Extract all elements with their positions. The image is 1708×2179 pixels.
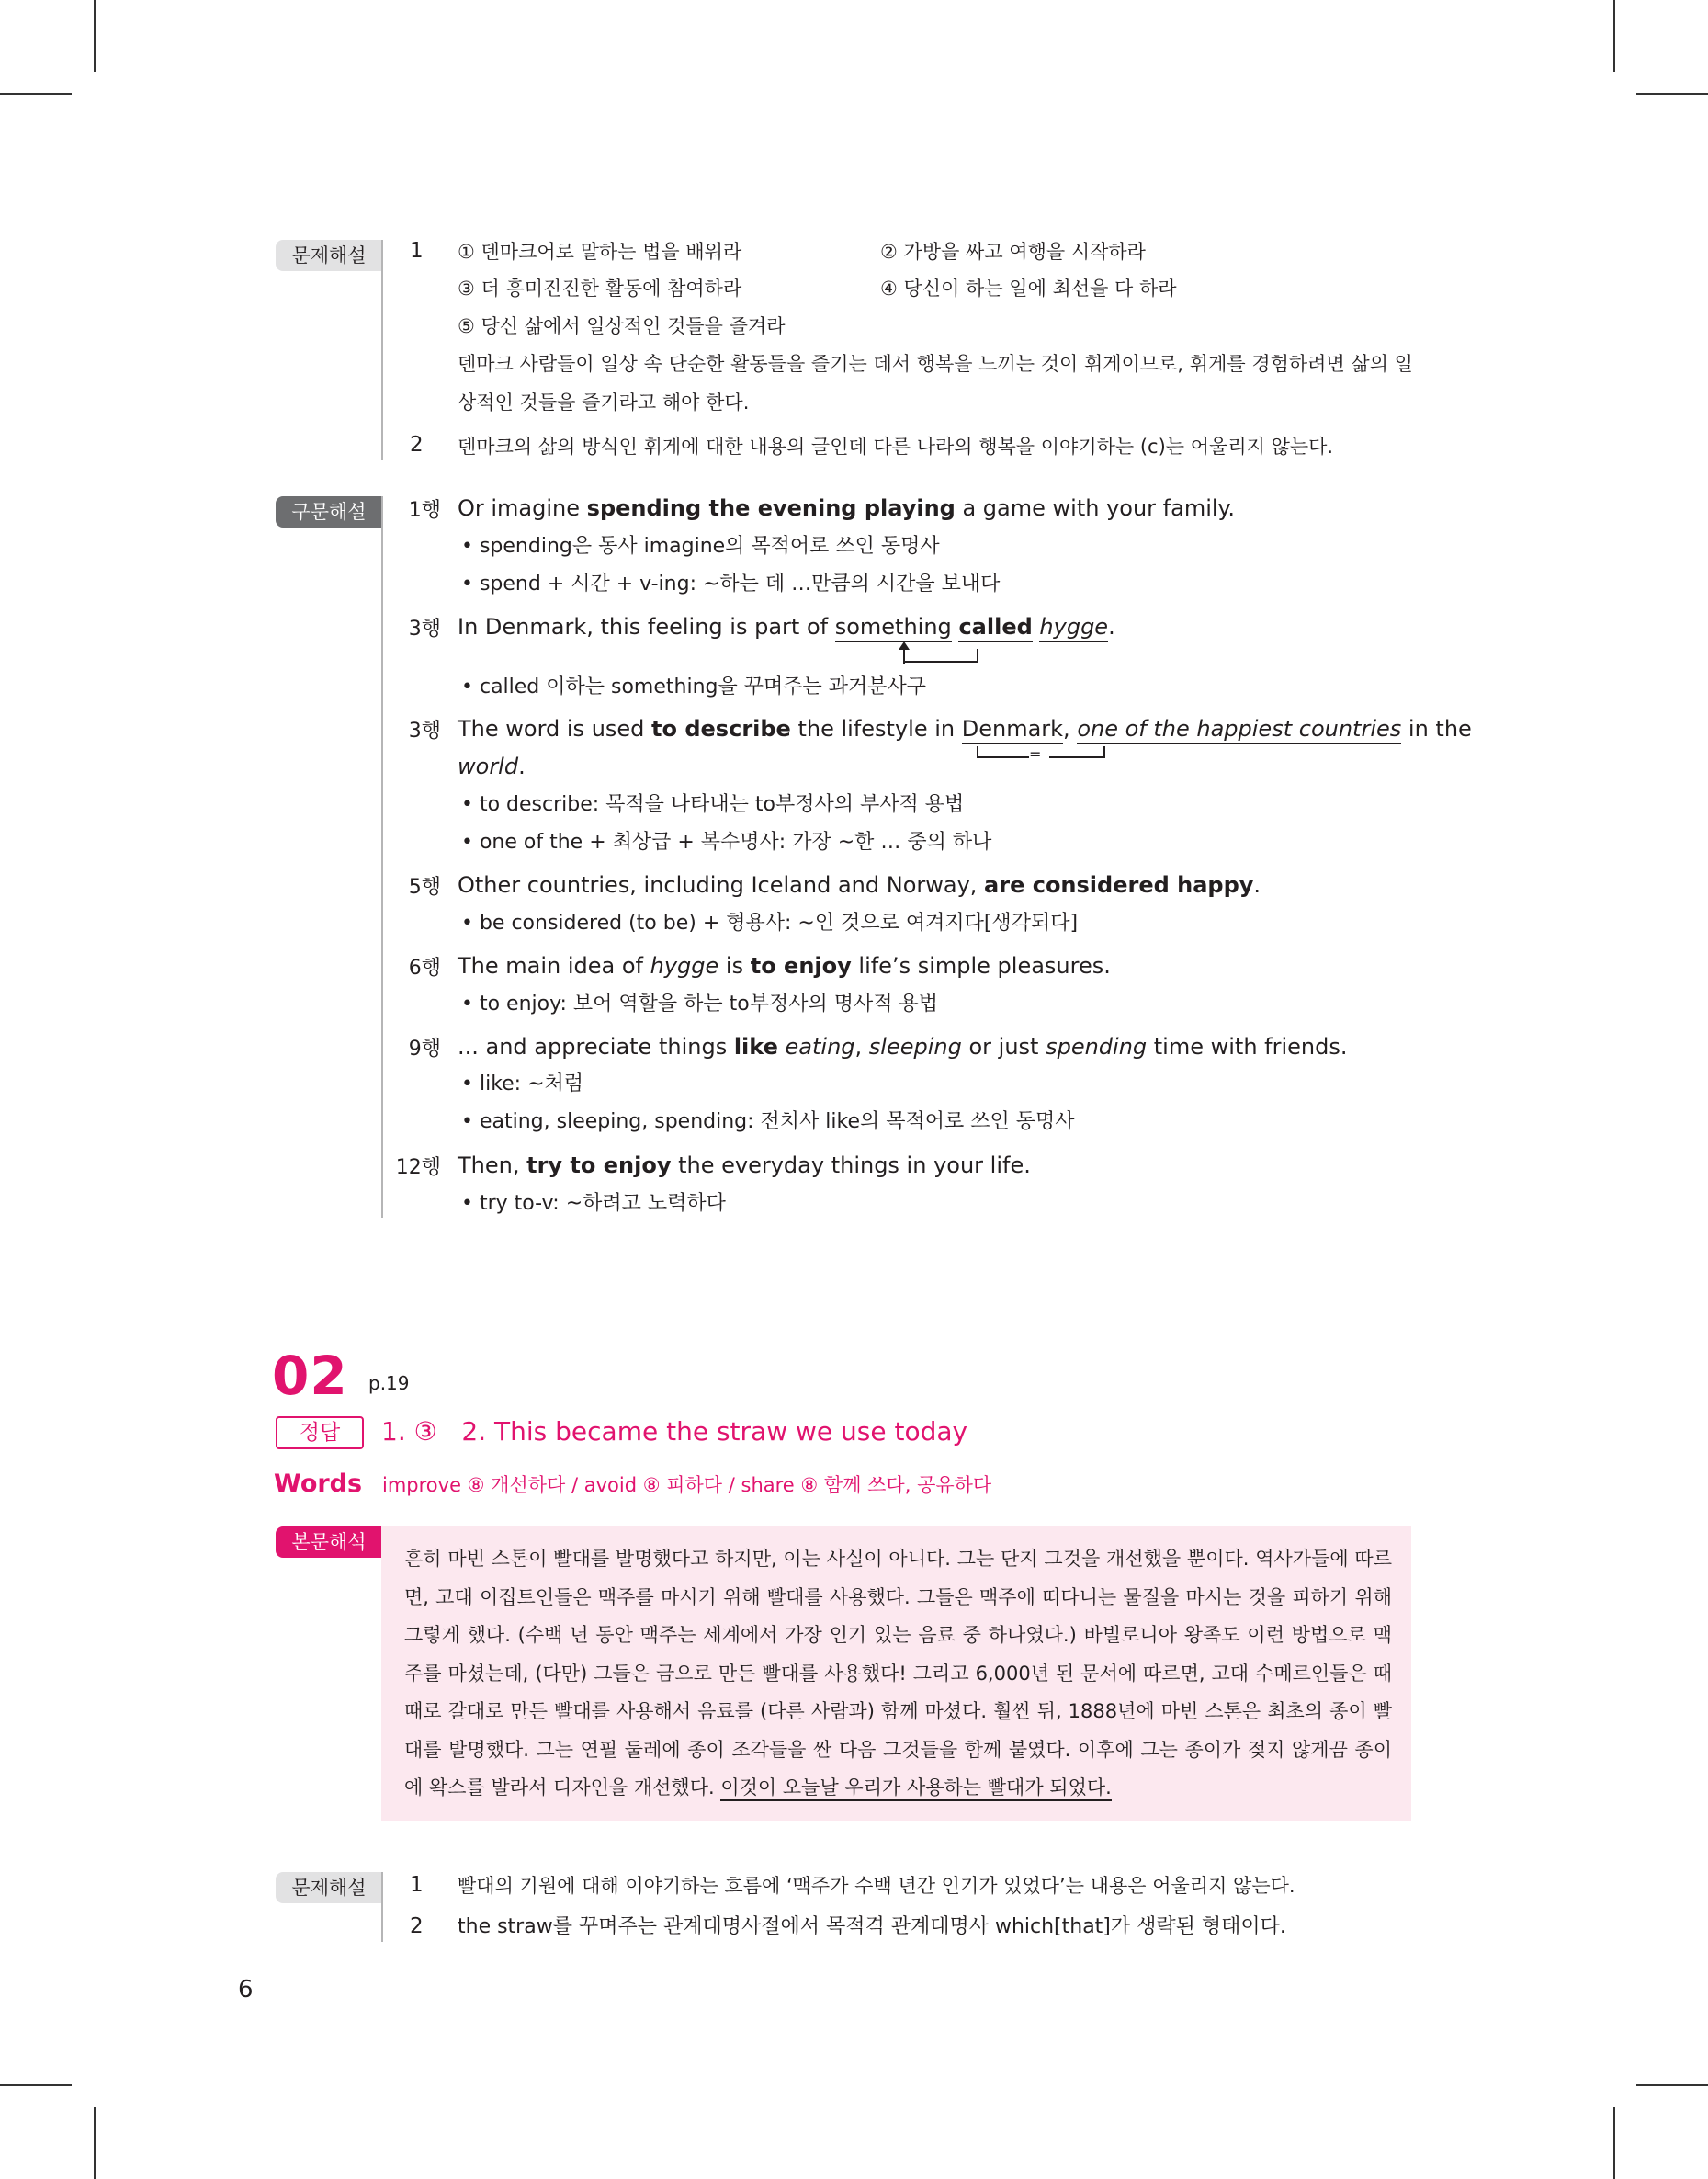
problem-explanation-label: 문제해설 [276, 240, 382, 271]
grammar-note: • to enjoy: 보어 역할을 하는 to부정사의 명사적 용법 [461, 993, 939, 1016]
q1-explanation-line2: 상적인 것들을 즐기라고 해야 한다. [458, 392, 750, 414]
line-number: 12행 [395, 1156, 441, 1179]
line-number: 1행 [408, 499, 441, 522]
equal-sign: = [1029, 745, 1042, 763]
crop-mark [0, 93, 72, 95]
example-sentence: In Denmark, this feeling is part of something called hygge. [458, 612, 1115, 641]
words-list: improve ⑧ 개선하다 / avoid ⑧ 피하다 / share ⑧ 함께 쓰다, 공유하다 [382, 1474, 992, 1496]
translation-label: 본문해석 [276, 1526, 382, 1558]
example-sentence: The word is used to describe the lifestyle in Denmark, one of the happiest countries in the [458, 714, 1472, 743]
example-sentence: ... and appreciate things like eating, sleeping or just spending time with friends. [458, 1034, 1348, 1060]
divider [381, 240, 383, 460]
option-3: ③ 더 흥미진진한 활동에 참여하라 [458, 278, 742, 300]
grammar-note: • spending은 동사 imagine의 목적어로 쓰인 동명사 [461, 535, 940, 558]
question-number: 2 [410, 433, 424, 457]
page-reference: p.19 [368, 1372, 410, 1394]
option-5: ⑤ 당신 삶에서 일상적인 것들을 즐겨라 [458, 315, 786, 337]
option-1: ① 덴마크어로 말하는 법을 배워라 [458, 241, 742, 263]
translation-text: 흔히 마빈 스톤이 빨대를 발명했다고 하지만, 이는 사실이 아니다. 그는 단지 그것을 개선했을 뿐이다. 역사가들에 따르면, 고대 이집트인들은 맥주를 마시기 위해 빨대를 사용했다. 그들은 맥주에 떠다니는 물질을 마시는 것을 피하기 위해 그렇게 했다. (수백 년 동안 맥주는 세계에서 가장 인기 있는 음료 중 하나였다.) 바빌로니아 왕족도 이런 방법으로 맥주를 마셨는데, (다만) 그들은 금으로 만든 빨대를 사용했다! 그리고 6,000년 된 문서에 따르면, 고대 수메르인들은 때때로 갈대로 만든 빨대를 사용해서 음료를 (다른 사람과) 함께 마셨다. 훨씬 뒤, 1888년에 마빈 스톤은 최초의 종이 빨대를 발명했다. 그는 연필 둘레에 종이 조각들을 싼 다음 그것들을 함께 붙였다. 이후에 그는 종이가 젖지 않게끔 종이에 왁스를 발라서 디자인을 개선했다. 이것이 오늘날 우리가 사용하는 빨대가 되었다. [404, 1540, 1392, 1808]
grammar-note: • called 이하는 something을 꾸며주는 과거분사구 [461, 675, 926, 698]
question-number: 2 [410, 1914, 424, 1938]
example-sentence: Other countries, including Iceland and Norway, are considered happy. [458, 872, 1261, 898]
crop-mark [1613, 0, 1615, 72]
q2-explanation: the straw를 꾸며주는 관계대명사절에서 목적격 관계대명사 which[that]가 생략된 형태이다. [458, 1915, 1286, 1938]
modifier-arrow [882, 641, 983, 664]
q1-explanation-line1: 덴마크 사람들이 일상 속 단순한 활동들을 즐기는 데서 행복을 느끼는 것이 휘게이므로, 휘게를 경험하려면 삶의 일 [458, 353, 1413, 375]
passage-number: 02 [272, 1345, 348, 1407]
question-number: 1 [410, 239, 424, 263]
words-label: Words [274, 1470, 363, 1498]
page-number: 6 [238, 1976, 254, 2003]
example-sentence-continued: world. [458, 754, 526, 779]
grammar-note: • eating, sleeping, spending: 전치사 like의 목적어로 쓰인 동명사 [461, 1110, 1075, 1133]
answer-label: 정답 [276, 1416, 364, 1449]
line-number: 3행 [408, 720, 441, 743]
line-number: 9행 [408, 1038, 441, 1061]
example-sentence: Then, try to enjoy the everyday things in your life. [458, 1152, 1031, 1178]
grammar-note: • one of the + 최상급 + 복수명사: 가장 ~한 … 중의 하나 [461, 831, 992, 854]
crop-mark [1636, 93, 1708, 95]
question-number: 1 [410, 1873, 424, 1897]
grammar-note: • like: ~처럼 [461, 1072, 584, 1095]
answer-text: 1. ③ 2. This became the straw we use today [381, 1416, 968, 1447]
syntax-explanation-label: 구문해설 [276, 496, 382, 528]
crop-mark [94, 2107, 96, 2179]
q1-explanation: 빨대의 기원에 대해 이야기하는 흐름에 ‘맥주가 수백 년간 인기가 있었다’는 내용은 어울리지 않는다. [458, 1875, 1295, 1897]
divider [381, 496, 383, 1218]
example-sentence: The main idea of hygge is to enjoy life’s simple pleasures. [458, 953, 1111, 979]
line-number: 3행 [408, 618, 441, 641]
crop-mark [0, 2084, 72, 2086]
line-number: 5행 [408, 876, 441, 899]
grammar-note: • to describe: 목적을 나타내는 to부정사의 부사적 용법 [461, 793, 965, 816]
option-2: ② 가방을 싸고 여행을 시작하라 [880, 241, 1146, 263]
problem-explanation-label: 문제해설 [276, 1872, 382, 1903]
crop-mark [1613, 2107, 1615, 2179]
line-number: 6행 [408, 957, 441, 980]
grammar-note: • spend + 시간 + v-ing: ~하는 데 …만큼의 시간을 보내다 [461, 573, 1001, 596]
example-sentence: Or imagine spending the evening playing a game with your family. [458, 495, 1235, 521]
crop-mark [94, 0, 96, 72]
grammar-note: • be considered (to be) + 형용사: ~인 것으로 여겨지다[생각되다] [461, 912, 1079, 935]
crop-mark [1636, 2084, 1708, 2086]
grammar-note: • try to-v: ~하려고 노력하다 [461, 1192, 726, 1215]
q2-explanation: 덴마크의 삶의 방식인 휘게에 대한 내용의 글인데 다른 나라의 행복을 이야기하는 (c)는 어울리지 않는다. [458, 436, 1334, 458]
option-4: ④ 당신이 하는 일에 최선을 다 하라 [880, 278, 1177, 300]
divider [381, 1872, 383, 1942]
